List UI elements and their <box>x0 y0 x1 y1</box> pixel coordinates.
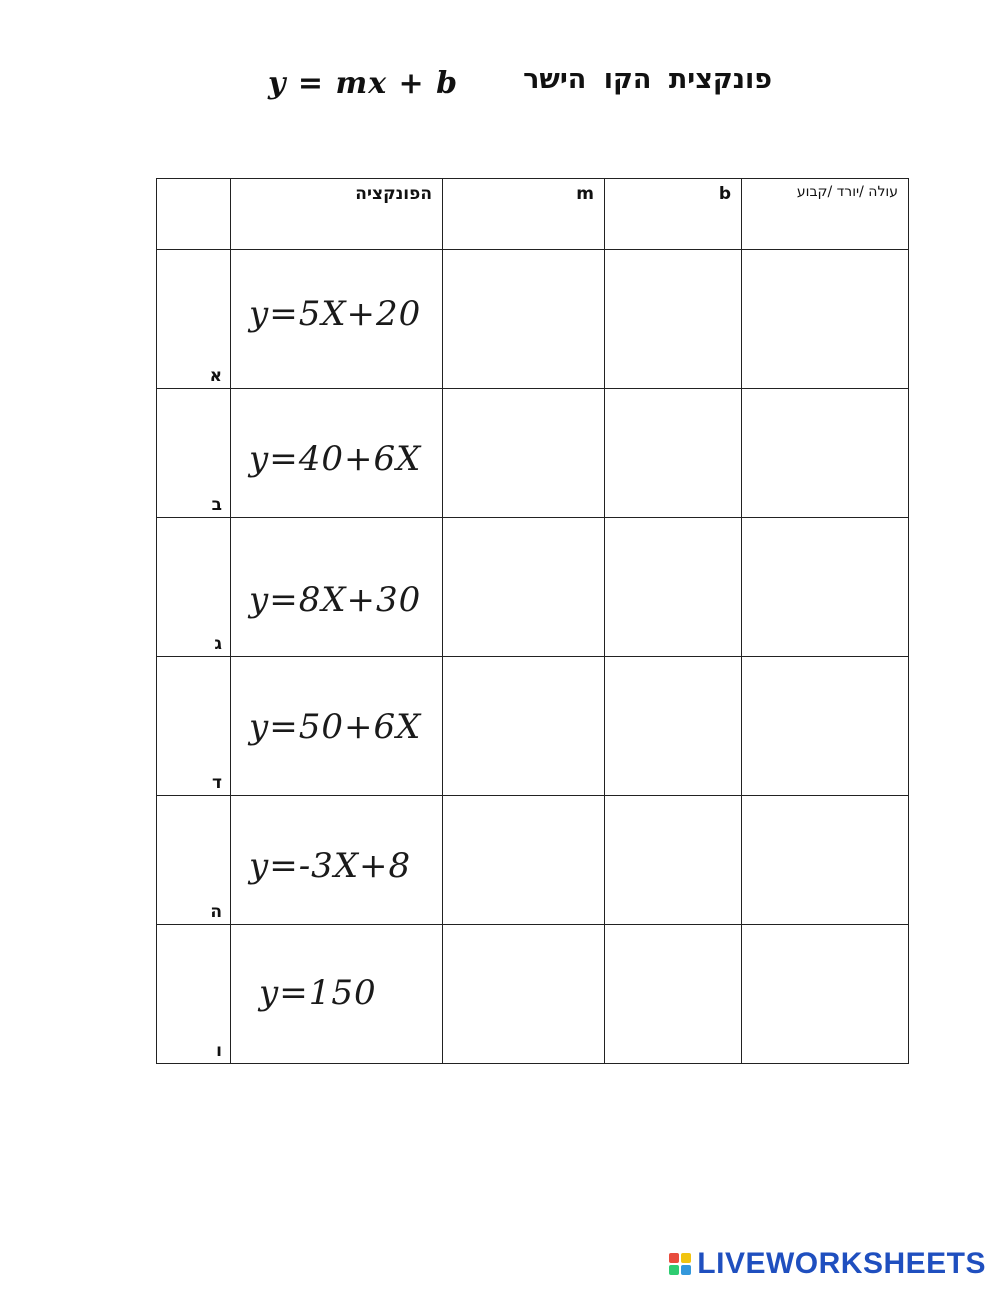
row-letter: ב <box>211 495 222 515</box>
answer-b-cell[interactable] <box>605 657 742 796</box>
function-text: y=50+6X <box>249 707 422 747</box>
header-function: הפונקציה <box>231 179 443 250</box>
table-row <box>157 250 909 389</box>
function-text: y=40+6X <box>249 439 422 479</box>
answer-m-cell[interactable] <box>443 796 605 925</box>
answer-m-cell[interactable] <box>443 657 605 796</box>
answer-m-cell[interactable] <box>443 925 605 1064</box>
table-row <box>157 657 909 796</box>
function-cell <box>231 250 443 389</box>
answer-direction-cell[interactable] <box>742 250 909 389</box>
brand-text: LIVEWORKSHEETS <box>697 1247 986 1280</box>
row-letter-cell <box>157 250 231 389</box>
answer-m-cell[interactable] <box>443 518 605 657</box>
row-letter: ה <box>210 902 222 922</box>
table-row <box>157 518 909 657</box>
liveworksheets-logo <box>669 1244 986 1284</box>
table-row <box>157 389 909 518</box>
answer-direction-cell[interactable] <box>742 796 909 925</box>
header-m: m <box>443 179 605 250</box>
table-header-row <box>157 179 909 250</box>
row-letter: ו <box>216 1041 222 1061</box>
worksheet-table <box>156 178 909 1064</box>
row-letter: ג <box>214 634 222 654</box>
function-cell <box>231 389 443 518</box>
function-text: y=5X+20 <box>249 294 422 334</box>
answer-direction-cell[interactable] <box>742 389 909 518</box>
answer-b-cell[interactable] <box>605 389 742 518</box>
answer-m-cell[interactable] <box>443 389 605 518</box>
header-b: b <box>605 179 742 250</box>
answer-direction-cell[interactable] <box>742 657 909 796</box>
row-letter-cell <box>157 796 231 925</box>
function-cell <box>231 925 443 1064</box>
answer-b-cell[interactable] <box>605 925 742 1064</box>
liveworksheets-icon <box>669 1253 691 1275</box>
answer-b-cell[interactable] <box>605 250 742 389</box>
function-text: y=8X+30 <box>249 580 422 620</box>
header-direction: עולה /יורד /קבוע <box>742 179 909 250</box>
answer-b-cell[interactable] <box>605 796 742 925</box>
row-letter: א <box>209 366 222 386</box>
row-letter-cell <box>157 389 231 518</box>
row-letter: ד <box>212 773 222 793</box>
row-letter-cell <box>157 657 231 796</box>
table-row <box>157 925 909 1064</box>
function-text: y=150 <box>259 973 377 1013</box>
header-letter <box>157 179 231 250</box>
answer-direction-cell[interactable] <box>742 925 909 1064</box>
worksheet-title <box>0 58 1000 118</box>
function-text: y=-3X+8 <box>249 846 412 886</box>
function-cell <box>231 518 443 657</box>
answer-m-cell[interactable] <box>443 250 605 389</box>
answer-b-cell[interactable] <box>605 518 742 657</box>
function-cell <box>231 796 443 925</box>
row-letter-cell <box>157 925 231 1064</box>
row-letter-cell <box>157 518 231 657</box>
table-row <box>157 796 909 925</box>
title-formula: y = mx + b <box>268 66 459 101</box>
answer-direction-cell[interactable] <box>742 518 909 657</box>
title-hebrew: פונקצית הקו הישר <box>523 64 772 95</box>
function-cell <box>231 657 443 796</box>
